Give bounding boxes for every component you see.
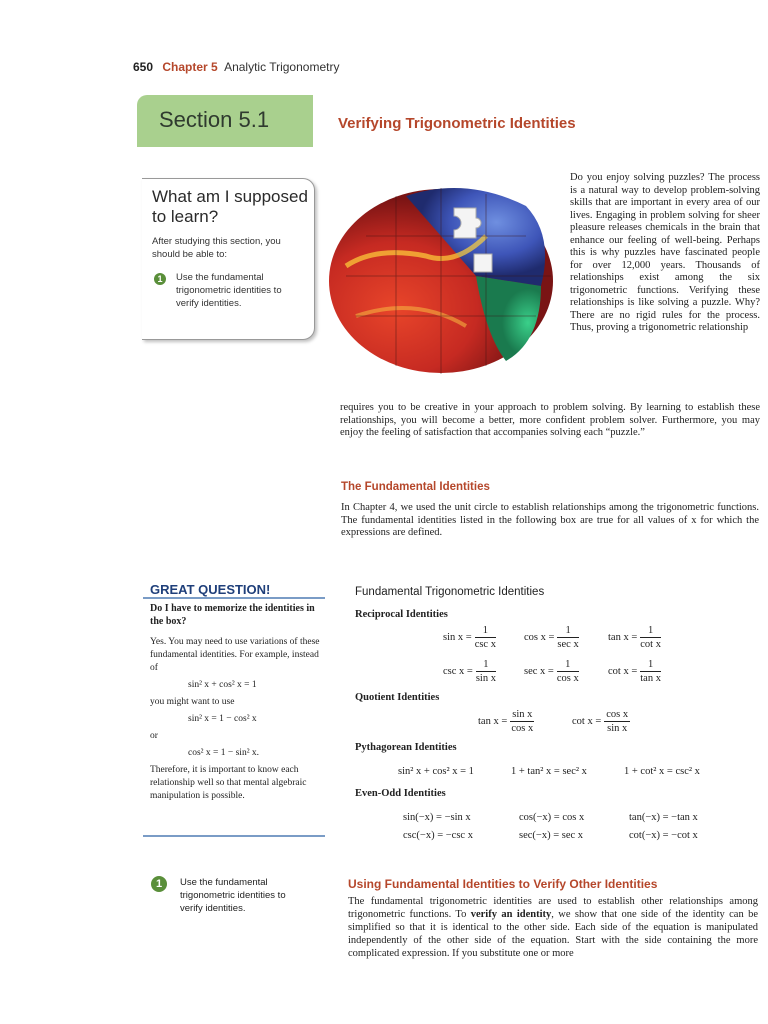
identity-lhs: cos x =: [524, 631, 555, 643]
identity-lhs: sec x =: [524, 665, 554, 677]
brain-puzzle-image: [326, 176, 566, 381]
even-odd-identity: sec(−x) = sec x: [519, 830, 584, 841]
gq-or: or: [150, 731, 158, 741]
gq-text-2: you might want to use: [150, 697, 235, 707]
pythagorean-identity: 1 + tan² x = sec² x: [511, 766, 587, 777]
verify-text-b: , we show that one side of the identity can be simplified so that it is identical to the other side. Each side of the equation is manipulated independently of the other side of the equation. Start with the side containing the more complicated expression. If you substitute one or more: [348, 909, 758, 959]
identity-lhs: cot x =: [608, 665, 638, 677]
reciprocal-identity: [608, 624, 664, 651]
fraction-denominator: csc x: [474, 639, 496, 650]
verify-term: verify an identity: [470, 909, 552, 920]
identity-lhs: tan x =: [608, 631, 638, 643]
gq-equation-3: cos² x = 1 − sin² x.: [188, 748, 260, 758]
fraction-numerator: sin x: [512, 709, 533, 720]
fraction-numerator: 1: [557, 624, 578, 638]
fraction-numerator: 1: [640, 624, 661, 638]
chapter-label: Chapter 5: [162, 60, 218, 74]
even-odd-identity: sin(−x) = −sin x: [403, 812, 471, 823]
even-odd-heading: Even-Odd Identities: [355, 788, 446, 799]
gq-equation-1: sin² x + cos² x = 1: [188, 680, 257, 690]
gq-text-1: Yes. You may need to use variations of these fundamental identities. For example, instead of: [150, 637, 320, 673]
fraction-numerator: 1: [557, 658, 579, 672]
great-question-question: Do I have to memorize the identities in the box?: [150, 603, 315, 627]
great-question-answer: [150, 636, 322, 803]
reciprocal-identity: [608, 658, 664, 685]
reciprocal-identity: [443, 624, 499, 651]
section-label: Section 5.1: [159, 107, 270, 132]
fraction-denominator: sec x: [557, 639, 579, 650]
identity-lhs: cot x =: [572, 715, 602, 727]
section-tab: [137, 95, 313, 147]
fraction-denominator: sin x: [607, 723, 628, 734]
learn-objective: Use the fundamental trigonometric identities to verify identities.: [176, 272, 282, 309]
even-odd-identity: csc(−x) = −csc x: [403, 830, 473, 841]
objective-number-badge: 1: [151, 876, 167, 892]
pythagorean-identity: sin² x + cos² x = 1: [398, 766, 474, 777]
even-odd-identity: tan(−x) = −tan x: [629, 812, 698, 823]
fraction-denominator: cot x: [640, 639, 661, 650]
verify-identities-heading: Using Fundamental Identities to Verify Other Identities: [348, 877, 658, 891]
reciprocal-identity: [524, 624, 582, 651]
fraction-numerator: 1: [640, 658, 661, 672]
fundamental-identities-heading: The Fundamental Identities: [341, 481, 490, 493]
great-question-divider-bottom: [143, 835, 325, 837]
fraction-numerator: 1: [475, 624, 496, 638]
great-question-divider: [143, 597, 325, 599]
chapter-title: Analytic Trigonometry: [224, 60, 340, 74]
verify-text-a: The fundamental trigonometric identities are used to establish other relationships among trigonometric functions. To: [348, 896, 758, 920]
verify-identities-paragraph: [348, 895, 758, 960]
even-odd-identity: cot(−x) = −cot x: [629, 830, 698, 841]
quotient-identity: [478, 708, 537, 735]
fraction-numerator: 1: [476, 658, 496, 672]
fraction-denominator: sin x: [475, 673, 496, 684]
identity-lhs: csc x =: [443, 665, 473, 677]
fraction-denominator: cos x: [511, 723, 534, 734]
objective-margin-note: Use the fundamental trigonometric identities to verify identities.: [180, 877, 286, 914]
reciprocal-heading: Reciprocal Identities: [355, 609, 448, 620]
identity-box-title: Fundamental Trigonometric Identities: [355, 586, 545, 598]
identity-lhs: sin x =: [443, 631, 472, 643]
learn-heading: What am I supposed to learn?: [152, 187, 308, 226]
reciprocal-identity: [524, 658, 582, 685]
fraction-numerator: cos x: [606, 709, 629, 720]
quotient-identity: [572, 708, 633, 735]
intro-paragraph-top: Do you enjoy solving puzzles? The process is a natural way to develop problem-solving skills that are important in every area of our lives. Engaging in problem solving for sheer pleasure releases chemicals in the brain that enhance our feeling of well-being. Perhaps this is why puzzles have fascinated people for over 12,000 years. Thousands of relationships exist among the six trigonometric functions. Verifying these relationships is like solving a puzzle. Why? There are no rigid rules for the process. Thus, proving a trigonometric relationship: [570, 172, 760, 333]
fundamental-identities-paragraph: In Chapter 4, we used the unit circle to establish relationships among the trigonometric functions. The fundamental identities listed in the following box are true for all values of x for which the expressions are defined.: [341, 502, 759, 538]
section-title: Verifying Trigonometric Identities: [338, 115, 576, 132]
quotient-heading: Quotient Identities: [355, 692, 440, 703]
even-odd-identity: cos(−x) = cos x: [519, 812, 585, 823]
objective-number-badge: 1: [154, 273, 166, 285]
pythagorean-heading: Pythagorean Identities: [355, 742, 457, 753]
learn-intro: After studying this section, you should be able to:: [152, 236, 281, 260]
gq-text-3: Therefore, it is important to know each relationship well so that mental algebraic manipulation is possible.: [150, 765, 307, 801]
identity-lhs: tan x =: [478, 715, 508, 727]
pythagorean-identity: 1 + cot² x = csc² x: [624, 766, 700, 777]
reciprocal-identity: [443, 658, 499, 685]
learning-objectives-box: [142, 178, 315, 340]
great-question-title: GREAT QUESTION!: [150, 582, 271, 597]
gq-equation-2: sin² x = 1 − cos² x: [188, 714, 257, 724]
intro-paragraph-bottom: requires you to be creative in your approach to problem solving. By learning to establish these relationships, you will become a better, more confident problem solver. Furthermore, you may enjoy the feeling of satisfaction that accompanies solving each “puzzle.”: [340, 402, 760, 438]
page-number: 650: [133, 60, 154, 74]
running-header: [133, 60, 339, 74]
fraction-denominator: tan x: [640, 673, 661, 684]
fraction-denominator: cos x: [556, 673, 579, 684]
